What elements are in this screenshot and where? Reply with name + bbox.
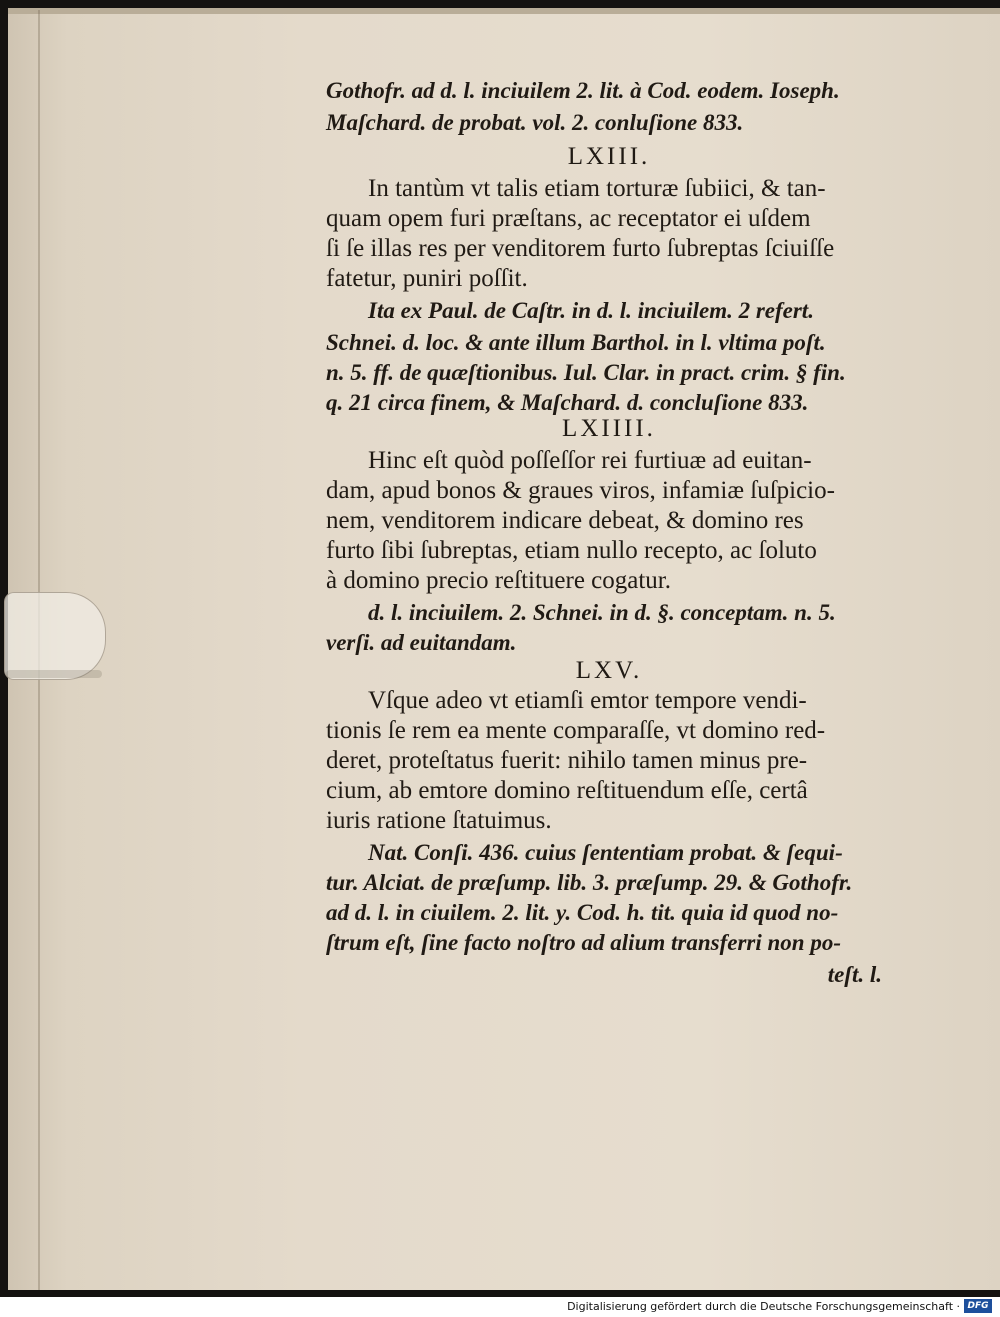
text-line: Ita ex Paul. de Caſtr. in d. l. inciuilem. 2 refert. — [368, 298, 814, 323]
text-line: iuris ratione ſtatuimus. — [326, 807, 552, 834]
text-line: In tantùm vt talis etiam torturæ ſubiici, & tan- — [368, 175, 826, 202]
funding-credit: Digitalisierung gefördert durch die Deutsche Forschungsgemeinschaft · — [567, 1300, 960, 1313]
text-line: quam opem furi præſtans, ac receptator ei uſdem — [326, 205, 811, 232]
text-line: teſt. l. — [827, 962, 882, 987]
plastic-bookmark — [4, 592, 106, 680]
text-line: ſtrum eſt, ſine facto noſtro ad alium transferri non po- — [326, 930, 841, 955]
text-line: verſi. ad euitandam. — [326, 630, 517, 655]
text-line: nem, venditorem indicare debeat, & domino res — [326, 507, 804, 534]
section-heading: LXV. — [575, 657, 643, 684]
text-line: cium, ab emtore domino reſtituendum eſſe, certâ — [326, 777, 808, 804]
footer-bar — [0, 1297, 1000, 1317]
text-line: Nat. Conſi. 436. cuius ſententiam probat. & ſequi- — [368, 840, 843, 865]
text-line: n. 5. ff. de quæſtionibus. Iul. Clar. in pract. crim. § fin. — [326, 360, 846, 385]
text-line: d. l. inciuilem. 2. Schnei. in d. §. conceptam. n. 5. — [368, 600, 836, 625]
text-line: ad d. l. in ciuilem. 2. lit. y. Cod. h. tit. quia id quod no- — [326, 900, 839, 925]
text-line: tur. Alciat. de præſump. lib. 3. præſump. 29. & Gothofr. — [326, 870, 853, 895]
text-line: ſi ſe illas res per venditorem furto ſubreptas ſciuiſſe — [326, 235, 835, 262]
bookmark-shadow — [6, 670, 102, 678]
text-line: Vſque adeo vt etiamſi emtor tempore vendi- — [368, 687, 807, 714]
text-line: deret, proteſtatus fuerit: nihilo tamen minus pre- — [326, 747, 808, 774]
text-line: furto ſibi ſubreptas, etiam nullo recepto, ac ſoluto — [326, 537, 817, 564]
text-line: tionis ſe rem ea mente comparaſſe, vt domino red- — [326, 717, 826, 744]
section-heading: LXIIII. — [562, 415, 656, 442]
page-top-edge — [8, 8, 1000, 14]
dfg-logo[interactable]: DFG — [964, 1299, 992, 1313]
section-heading: LXIII. — [567, 143, 651, 170]
text-line: Maſchard. de probat. vol. 2. conluſione 833. — [326, 110, 744, 135]
text-line: Schnei. d. loc. & ante illum Barthol. in l. vltima poſt. — [326, 330, 826, 355]
text-line: Hinc eſt quòd poſſeſſor rei furtiuæ ad euitan- — [368, 447, 812, 474]
text-line: à domino precio reſtituere cogatur. — [326, 567, 672, 594]
text-line: dam, apud bonos & graues viros, infamiæ ſuſpicio- — [326, 477, 835, 504]
text-line: q. 21 circa finem, & Maſchard. d. concluſione 833. — [326, 390, 809, 415]
text-line: fatetur, puniri poſſit. — [326, 265, 528, 292]
text-line: Gothofr. ad d. l. inciuilem 2. lit. à Cod. eodem. Ioseph. — [326, 78, 840, 103]
